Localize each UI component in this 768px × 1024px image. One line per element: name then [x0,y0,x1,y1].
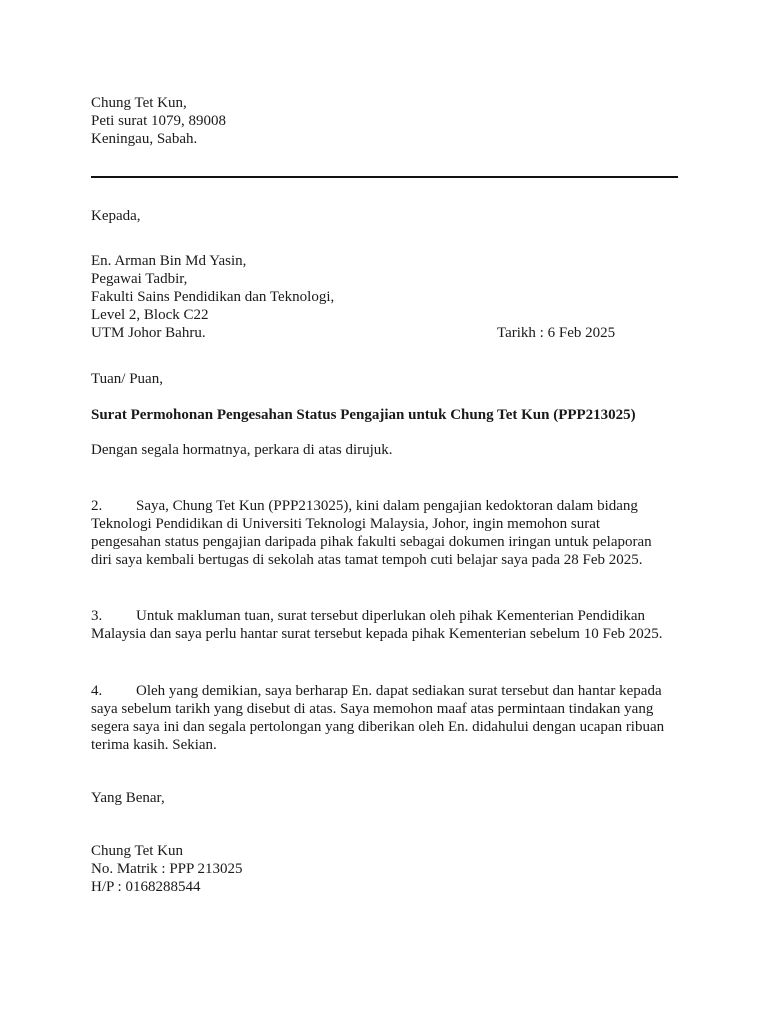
recipient-position: Pegawai Tadbir, [91,271,188,287]
recipient-campus: UTM Johor Bahru. [91,325,206,341]
paragraph-line: saya sebelum tarikh yang disebut di atas. Saya memohon maaf atas permintaan tindakan yang [91,701,654,717]
paragraph-line: segera saya ini dan segala pertolongan yang diberikan oleh En. didahului dengan ucapan ribuan [91,719,665,735]
letter-subject: Surat Permohonan Pengesahan Status Pengajian untuk Chung Tet Kun (PPP213025) [91,407,636,423]
sender-name: Chung Tet Kun, [91,95,187,111]
closing-line: Yang Benar, [91,790,165,806]
recipient-name: En. Arman Bin Md Yasin, [91,253,247,269]
paragraph-number: 3. [91,608,103,624]
paragraph-2 [91,497,681,569]
recipient-faculty: Fakulti Sains Pendidikan dan Teknologi, [91,289,335,305]
opening-line: Dengan segala hormatnya, perkara di atas dirujuk. [91,442,393,458]
signature-phone: H/P : 0168288544 [91,879,201,895]
signature-block [91,842,681,896]
paragraph-line: Malaysia dan saya perlu hantar surat tersebut kepada pihak Kementerian sebelum 10 Feb 2025. [91,626,663,642]
paragraph-number: 2. [91,498,103,514]
paragraph-number: 4. [91,683,103,699]
paragraph-line: terima kasih. Sekian. [91,737,217,753]
salutation: Tuan/ Puan, [91,371,163,387]
sender-address-line2: Keningau, Sabah. [91,131,198,147]
paragraph-text: Saya, Chung Tet Kun (PPP213025), kini dalam pengajian kedoktoran dalam bidang [136,498,638,514]
sender-address [91,94,681,148]
paragraph-4 [91,682,681,754]
paragraph-line [91,497,681,515]
paragraph-line: pengesahan status pengajian daripada pihak fakulti sebagai dokumen iringan untuk pelaporan [91,534,652,550]
paragraph-3 [91,607,681,643]
paragraph-text: Oleh yang demikian, saya berharap En. dapat sediakan surat tersebut dan hantar kepada [136,683,662,699]
letter-date: Tarikh : 6 Feb 2025 [497,325,616,341]
paragraph-text: Untuk makluman tuan, surat tersebut diperlukan oleh pihak Kementerian Pendidikan [136,608,646,624]
paragraph-line [91,607,681,625]
recipient-location: Level 2, Block C22 [91,307,209,323]
signature-matric: No. Matrik : PPP 213025 [91,861,243,877]
paragraph-line [91,682,681,700]
sender-address-line1: Peti surat 1079, 89008 [91,113,226,129]
paragraph-line: Teknologi Pendidikan di Universiti Teknologi Malaysia, Johor, ingin memohon surat [91,516,601,532]
paragraph-line: diri saya kembali bertugas di sekolah atas tamat tempoh cuti belajar saya pada 28 Feb 2025. [91,552,643,568]
recipient-heading: Kepada, [91,208,141,224]
signature-name: Chung Tet Kun [91,843,184,859]
header-divider [91,176,678,178]
